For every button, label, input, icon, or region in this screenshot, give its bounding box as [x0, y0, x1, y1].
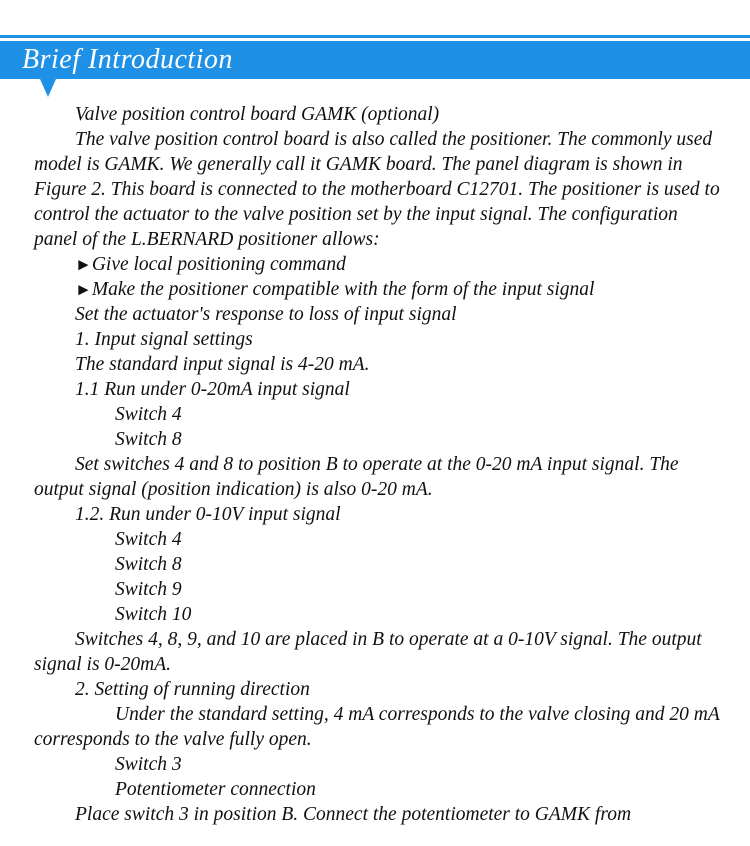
bullet-item — [34, 252, 724, 277]
section-header-banner — [0, 41, 750, 79]
subsection-heading: 1.2. Run under 0-10V input signal — [75, 504, 341, 525]
paragraph: Valve position control board GAMK (optional) — [75, 104, 440, 125]
banner-pointer — [40, 79, 56, 97]
switch-label: Switch 8 — [115, 554, 182, 575]
bullet-item — [34, 277, 724, 302]
paragraph: Set the actuator's response to loss of input signal — [75, 304, 457, 325]
section-title: Brief Introduction — [22, 44, 233, 75]
paragraph: The valve position control board is also called the positioner. The commonly used model is GAMK. We generally call it GAMK board. The panel diagram is shown in Figure 2. This board is connected to the motherboard C12701. The positioner is used to control the actuator to the valve position set by the input signal. The configuration panel of the L.BERNARD positioner allows: — [34, 129, 720, 250]
switch-label: Switch 4 — [115, 529, 182, 550]
subsection-heading: 1.1 Run under 0-20mA input signal — [75, 379, 350, 400]
paragraph: Place switch 3 in position B. Connect the potentiometer to GAMK from — [75, 804, 632, 825]
switch-label: Switch 9 — [115, 579, 182, 600]
section-heading: 1. Input signal settings — [75, 329, 253, 350]
switch-label: Switch 3 — [115, 754, 182, 775]
paragraph: Under the standard setting, 4 mA corresponds to the valve closing and 20 mA corresponds to the valve fully open. — [34, 704, 720, 750]
paragraph: Set switches 4 and 8 to position B to operate at the 0-20 mA input signal. The output signal (position indication) is also 0-20 mA. — [34, 454, 679, 500]
switch-label: Switch 8 — [115, 429, 182, 450]
switch-label: Switch 4 — [115, 404, 182, 425]
bullet-text: Give local positioning command — [91, 254, 346, 275]
paragraph: Switches 4, 8, 9, and 10 are placed in B to operate at a 0-10V signal. The output signal is 0-20mA. — [34, 629, 702, 675]
bullet-arrow-icon: ► — [75, 255, 92, 274]
bullet-text: Make the positioner compatible with the form of the input signal — [91, 279, 595, 300]
paragraph: Potentiometer connection — [115, 779, 316, 800]
header-top-rule — [0, 35, 750, 38]
switch-label: Switch 10 — [115, 604, 192, 625]
paragraph: The standard input signal is 4-20 mA. — [75, 354, 370, 375]
section-heading: 2. Setting of running direction — [75, 679, 310, 700]
bullet-arrow-icon: ► — [75, 280, 92, 299]
document-body — [34, 102, 724, 827]
